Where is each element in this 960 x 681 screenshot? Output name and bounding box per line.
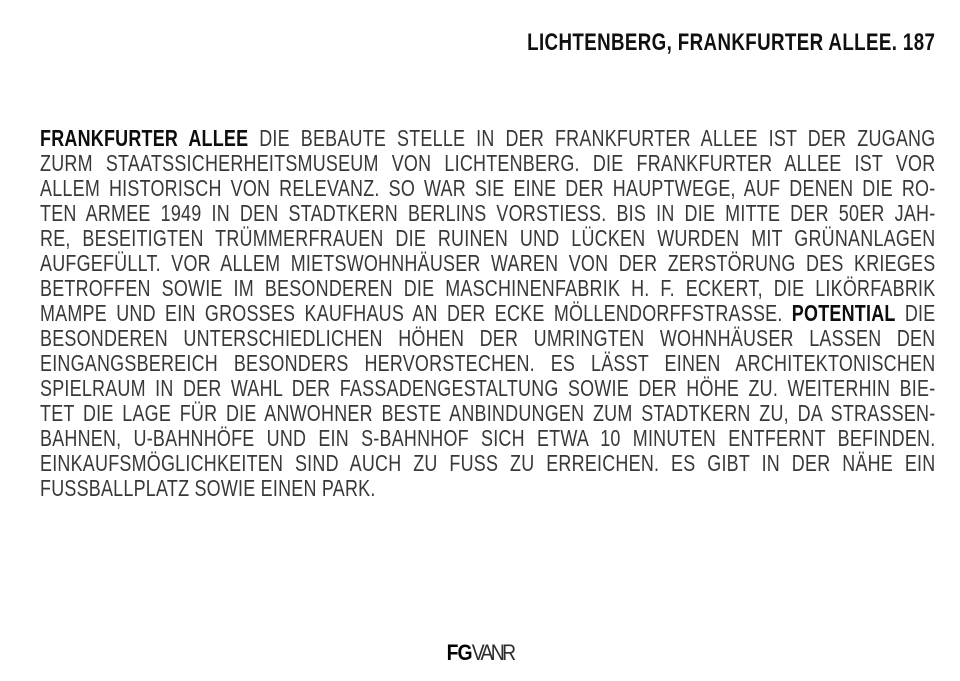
body-text-segment: DIE bbox=[895, 301, 936, 326]
body-text-segment: FUSSBALLPLATZ SOWIE EINEN PARK. bbox=[40, 476, 376, 501]
text-line bbox=[40, 276, 935, 301]
page-header bbox=[412, 31, 935, 57]
logo-fg-text: FG bbox=[446, 640, 472, 665]
body-text-segment: ZURM STAATSSICHERHEITSMUSEUM VON LICHTENBERG. DIE FRANKFURTER ALLEE IST VOR bbox=[40, 151, 936, 176]
text-line bbox=[40, 176, 935, 201]
text-line bbox=[40, 151, 935, 176]
body-text-segment: MAMPE UND EIN GROSSES KAUFHAUS AN DER ECKE MÖLLENDORFFSTRASSE. bbox=[40, 301, 792, 326]
body-text-segment: EINGANGSBEREICH BESONDERS HERVORSTECHEN. ES LÄSST EINEN ARCHITEKTONISCHEN bbox=[40, 351, 936, 376]
text-line bbox=[40, 301, 935, 326]
body-text-segment: RE, BESEITIGTEN TRÜMMERFRAUEN DIE RUINEN UND LÜCKEN WURDEN MIT GRÜNANLAGEN bbox=[40, 226, 936, 251]
emphasis-text: POTENTIAL bbox=[791, 301, 896, 326]
body-text-segment: SPIELRAUM IN DER WAHL DER FASSADENGESTALTUNG SOWIE DER HÖHE ZU. WEITERHIN BIE- bbox=[40, 376, 936, 401]
fgvanr-logo bbox=[447, 641, 514, 665]
body-text-segment: TET DIE LAGE FÜR DIE ANWOHNER BESTE ANBINDUNGEN ZUM STADTKERN ZU, DA STRASSEN- bbox=[40, 401, 936, 426]
text-line bbox=[40, 451, 935, 476]
logo-vanr-text: VANR bbox=[471, 640, 514, 665]
running-head: LICHTENBERG, FRANKFURTER ALLEE. 187 bbox=[526, 29, 935, 56]
text-line bbox=[40, 376, 935, 401]
page-footer bbox=[0, 641, 960, 665]
text-line bbox=[40, 201, 935, 226]
text-line bbox=[40, 251, 935, 276]
body-text-segment: AUFGEFÜLLT. VOR ALLEM MIETSWOHNHÄUSER WAREN VON DER ZERSTÖRUNG DES KRIEGES bbox=[40, 251, 936, 276]
text-line bbox=[40, 426, 935, 451]
text-line bbox=[40, 476, 935, 501]
body-text-segment: TEN ARMEE 1949 IN DEN STADTKERN BERLINS VORSTIESS. BIS IN DIE MITTE DER 50ER JAH- bbox=[40, 201, 936, 226]
body-text-segment: BETROFFEN SOWIE IM BESONDEREN DIE MASCHINENFABRIK H. F. ECKERT, DIE LIKÖRFABRIK bbox=[40, 276, 936, 301]
emphasis-text: FRANKFURTER ALLEE bbox=[40, 126, 249, 151]
body-text-segment: BAHNEN, U-BAHNHÖFE UND EIN S-BAHNHOF SICH ETWA 10 MINUTEN ENTFERNT BEFINDEN. bbox=[40, 426, 936, 451]
body-text-segment: ALLEM HISTORISCH VON RELEVANZ. SO WAR SIE EINE DER HAUPTWEGE, AUF DENEN DIE RO- bbox=[40, 176, 936, 201]
text-line bbox=[40, 401, 935, 426]
body-text-segment: BESONDEREN UNTERSCHIEDLICHEN HÖHEN DER UMRINGTEN WOHNHÄUSER LASSEN DEN bbox=[40, 326, 936, 351]
body-text-segment: DIE BEBAUTE STELLE IN DER FRANKFURTER ALLEE IST DER ZUGANG bbox=[248, 126, 936, 151]
text-line bbox=[40, 126, 935, 151]
body-text bbox=[40, 126, 935, 501]
body-text-segment: EINKAUFSMÖGLICHKEITEN SIND AUCH ZU FUSS ZU ERREICHEN. ES GIBT IN DER NÄHE EIN bbox=[40, 451, 936, 476]
text-line bbox=[40, 351, 935, 376]
text-line bbox=[40, 226, 935, 251]
text-line bbox=[40, 326, 935, 351]
